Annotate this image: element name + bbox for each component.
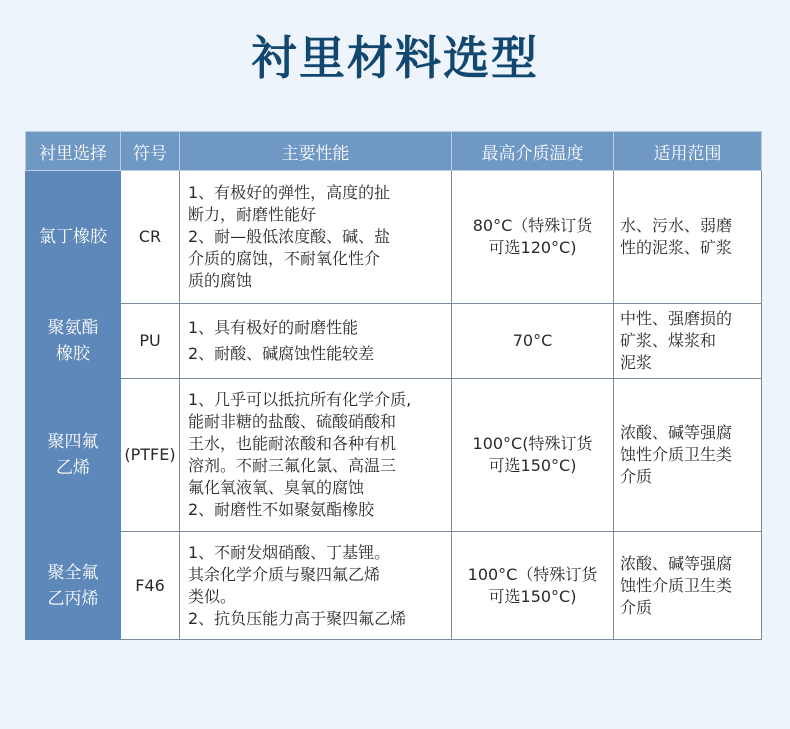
lining-name: 聚四氟 <box>47 432 99 452</box>
performance-line: 氟化氧液氧、臭氧的腐蚀 <box>188 478 365 497</box>
application-line: 矿浆、煤浆和 <box>620 331 717 350</box>
column-header-lining: 衬里选择 <box>26 132 121 171</box>
temperature-cell <box>452 379 614 532</box>
lining-name-cell <box>26 379 121 532</box>
page-title: 衬里材料选型 <box>251 31 539 85</box>
temperature-line: 100°C（特殊订货 <box>467 564 598 584</box>
temperature-line: 可选150°C) <box>488 456 577 475</box>
lining-name: 橡胶 <box>56 344 90 364</box>
lining-name-cell <box>26 304 121 379</box>
performance-line: 2、抗负压能力高于聚四氟乙烯 <box>188 608 407 628</box>
temperature-line: 可选120°C) <box>488 238 577 257</box>
performance-line: 1、具有极好的耐磨性能 <box>188 318 359 337</box>
performance-cell <box>180 379 452 532</box>
performance-cell <box>180 532 452 640</box>
lining-name: 聚氨酯 <box>47 318 99 338</box>
application-line: 水、污水、弱磨 <box>620 216 733 235</box>
performance-cell <box>180 171 452 304</box>
performance-line: 1、不耐发烟硝酸、丁基锂。 <box>188 542 391 562</box>
performance-line: 溶剂。不耐三氟化氯、高温三 <box>188 456 397 475</box>
application-line: 蚀性介质卫生类 <box>620 575 733 595</box>
performance-cell <box>180 304 452 379</box>
column-header-symbol: 符号 <box>121 132 180 171</box>
symbol-cell: (PTFE) <box>121 379 180 532</box>
temperature-line: 100°C(特殊订货 <box>472 434 593 453</box>
performance-line: 介质的腐蚀，不耐氧化性介 <box>188 249 381 268</box>
application-cell <box>614 304 762 379</box>
performance-line: 能耐非糖的盐酸、硫酸硝酸和 <box>188 412 397 431</box>
application-line: 浓酸、碱等强腐 <box>620 553 733 573</box>
performance-line: 1、几乎可以抵抗所有化学介质, <box>188 390 412 409</box>
performance-line: 质的腐蚀 <box>188 271 253 290</box>
column-header-max-temperature: 最高介质温度 <box>452 132 614 171</box>
symbol-cell: CR <box>121 171 180 304</box>
table-header-row <box>26 132 762 171</box>
lining-material-table <box>25 131 762 640</box>
application-cell <box>614 532 762 640</box>
column-header-application: 适用范围 <box>614 132 762 171</box>
temperature-cell <box>452 532 614 640</box>
lining-name-cell <box>26 171 121 304</box>
performance-line: 2、耐酸、碱腐蚀性能较差 <box>188 344 375 363</box>
performance-line: 类似。 <box>188 586 237 606</box>
temperature-line: 70°C <box>512 331 553 350</box>
symbol-cell: PU <box>121 304 180 379</box>
performance-line: 1、有极好的弹性，高度的扯 <box>188 183 391 202</box>
application-line: 浓酸、碱等强腐 <box>620 423 733 442</box>
symbol-cell: F46 <box>121 532 180 640</box>
lining-name: 乙烯 <box>56 458 90 478</box>
application-line: 介质 <box>620 467 653 486</box>
application-line: 蚀性介质卫生类 <box>620 445 733 464</box>
performance-line: 2、耐—般低浓度酸、碱、盐 <box>188 227 391 246</box>
table-row <box>26 379 762 532</box>
lining-name: 氯丁橡胶 <box>39 227 107 247</box>
application-line: 性的泥浆、矿浆 <box>620 238 733 257</box>
table-row <box>26 304 762 379</box>
application-line: 中性、强磨损的 <box>620 309 733 328</box>
application-line: 泥浆 <box>620 353 653 372</box>
temperature-cell <box>452 304 614 379</box>
performance-line: 断力，耐磨性能好 <box>188 205 317 224</box>
application-cell <box>614 171 762 304</box>
temperature-line: 80°C（特殊订货 <box>472 216 593 235</box>
column-header-performance: 主要性能 <box>180 132 452 171</box>
temperature-line: 可选150°C) <box>488 586 577 606</box>
performance-line: 其余化学介质与聚四氟乙烯 <box>188 564 381 584</box>
performance-line: 2、耐磨性不如聚氨酯橡胶 <box>188 500 375 519</box>
temperature-cell <box>452 171 614 304</box>
lining-name-cell <box>26 532 121 640</box>
table-row <box>26 171 762 304</box>
lining-name: 乙丙烯 <box>47 588 99 609</box>
table-row <box>26 532 762 640</box>
lining-name: 聚全氟 <box>47 562 99 583</box>
application-cell <box>614 379 762 532</box>
application-line: 介质 <box>620 597 653 617</box>
performance-line: 王水，也能耐浓酸和各种有机 <box>188 434 397 453</box>
